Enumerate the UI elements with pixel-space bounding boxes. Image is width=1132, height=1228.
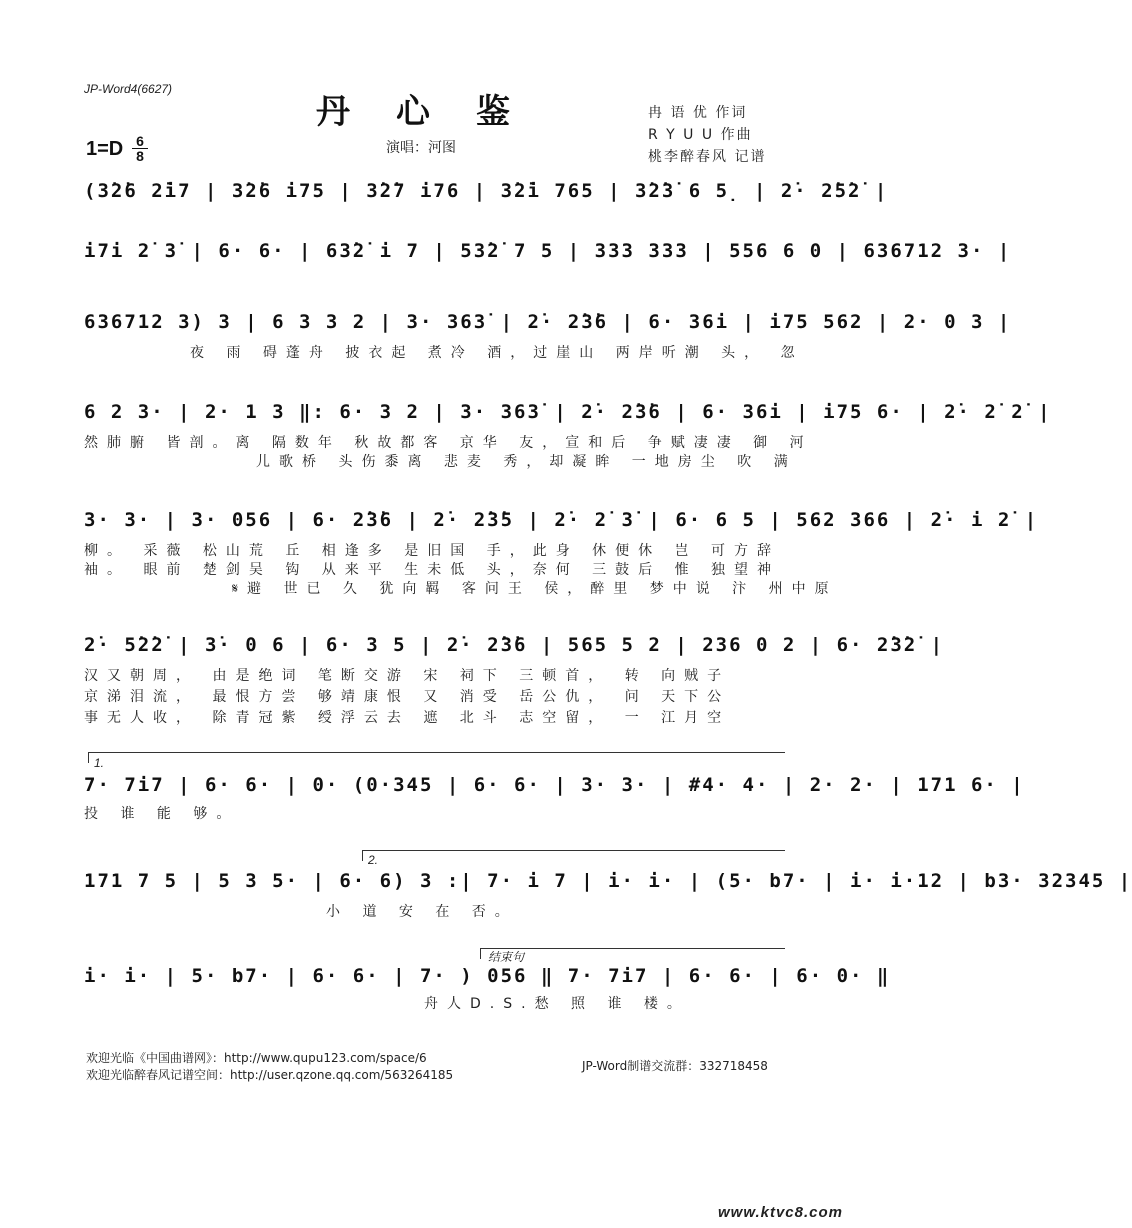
composer-credit: R Y U U 作曲 <box>648 127 753 143</box>
notation-line-1: (3̇2̇6 2̇i7 | 3̇2̇6 i75 | 3̇2̇7 i76 | 3̇2̇i 765 | 3̇2̇3̇ 6 5̣ | 2̇· 2̇5̇2̇ | <box>84 180 889 202</box>
ending-phrase-bracket <box>480 948 785 959</box>
time-signature <box>132 134 148 163</box>
time-signature-top: 6 <box>136 133 144 149</box>
singer-label: 演唱：河图 <box>386 140 456 156</box>
footer-group-number: JP-Word制谱交流群：332718458 <box>582 1059 768 1073</box>
site-watermark: www.ktvc8.com <box>718 1204 843 1221</box>
lyrics-line-6-verse-3: 事无人收， 除青冠紫 绶浮云去 遮 北斗 志空留， 一 江月空 <box>84 710 731 726</box>
lyrics-line-6-verse-1: 汉又朝周， 由是绝词 笔断交游 宋 祠下 三顿首， 转 向贼子 <box>84 668 731 684</box>
first-ending-bracket <box>88 752 785 763</box>
lyrics-line-3: 夜 雨 碍蓬舟 披衣起 煮冷 酒，过崖山 两岸听潮 头， 忽 <box>190 345 804 361</box>
lyricist-credit: 冉 语 优 作词 <box>648 105 748 121</box>
song-title: 丹心鉴 <box>316 92 556 132</box>
lyrics-line-8: 小 道 安 在 否。 <box>326 904 518 920</box>
notation-line-3: 636712 3) 3 | 6 3 3 2 | 3· 363̇ | 2̇· 2̇3̇6 | 6· 36i | i75 562 | 2· 0 3 | <box>84 311 1012 333</box>
second-ending-bracket <box>362 850 785 861</box>
footer-space-link: 欢迎光临醉春风记谱空间：http://user.qzone.qq.com/563264185 <box>86 1068 454 1082</box>
notation-line-4: 6 2 3· | 2· 1 3 ‖: 6· 3 2 | 3· 363̇ | 2̇· 2̇3̇6 | 6· 36i | i75 6· | 2̇· 2̇ 2̇ | <box>84 401 1052 423</box>
lyrics-line-9: 舟人D.S.愁 照 谁 楼。 <box>424 996 690 1012</box>
footer-site-link: 欢迎光临《中国曲谱网》：http://www.qupu123.com/space/6 <box>86 1051 427 1065</box>
lyrics-line-7: 投 谁 能 够。 <box>84 806 240 822</box>
lyrics-line-4-verse-2: 儿歌桥 头伤黍离 悲麦 秀，却凝眸 一地房尘 吹 满 <box>256 454 797 470</box>
notation-line-2: i7i 2̇ 3̇ | 6· 6· | 63̇2̇ i 7 | 53̇2̇ 7 5 | 333 333 | 556 6 0 | 636712 3· | <box>84 240 1012 262</box>
source-label: JP-Word4(6627) <box>84 82 173 96</box>
ending-phrase-label: 结束句 <box>488 950 525 964</box>
notation-line-6: 2̇· 5̇2̇2̇ | 3̇· 0 6 | 6· 3 5 | 2̇· 2̇3̇6 | 565 5 2 | 236 0 2 | 6· 2̇3̇2̇ | <box>84 634 945 656</box>
lyrics-line-5-verse-3: 𝄋避 世已 久 犹向羁 客问王 侯，醉里 梦中说 汴 州中原 <box>232 581 838 597</box>
time-signature-bottom: 8 <box>132 148 148 163</box>
notation-line-9: i· i· | 5· b7· | 6· 6· | 7· ) 056 ‖ 7· 7i7 | 6· 6· | 6· 0· ‖ <box>84 965 891 987</box>
first-ending-label: 1. <box>94 756 105 770</box>
notation-line-5: 3· 3· | 3· 056 | 6· 2̇3̇6 | 2̇· 2̇3̇5 | 2̇· 2̇ 3̇ | 6· 6 5 | 562 366 | 2̇· i 2̇ | <box>84 509 1039 531</box>
lyrics-line-5-verse-2: 袖。 眼前 楚剑吴 钩 从来平 生未低 头，奈何 三鼓后 惟 独望神 <box>84 562 781 578</box>
key-signature: 1=D <box>86 138 124 160</box>
lyrics-line-5-verse-1: 柳。 采薇 松山荒 丘 相逢多 是旧国 手，此身 休便休 岂 可方辞 <box>84 543 781 559</box>
notation-line-8: 171 7 5 | 5 3 5· | 6· 6) 3 :| 7· i 7 | i· i· | (5· b7· | i· i·12 | b3· 32345 | <box>84 870 1132 892</box>
second-ending-label: 2. <box>368 853 379 867</box>
lyrics-line-6-verse-2: 京涕泪流， 最恨方尝 够靖康恨 又 消受 岳公仇， 问 天下公 <box>84 689 731 705</box>
lyrics-line-4-verse-1: 然肺腑 皆剖。离 隔数年 秋故都客 京华 友，宣和后 争赋凄凄 御 河 <box>84 435 813 451</box>
notation-line-7: 7· 7i7 | 6· 6· | 0· (0·345 | 6· 6· | 3· 3· | #4· 4· | 2· 2· | 171 6· | <box>84 774 1025 796</box>
transcriber-credit: 桃李醉春风 记谱 <box>648 149 767 165</box>
